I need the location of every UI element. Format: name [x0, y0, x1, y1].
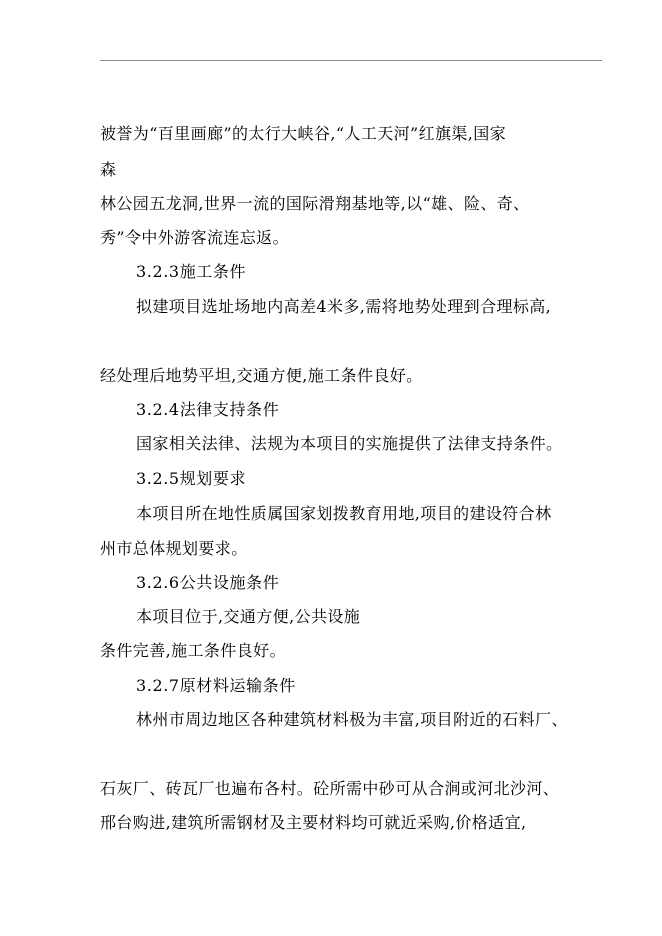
header-rule: [100, 60, 602, 61]
section-heading-3-2-6: 3.2.6公共设施条件: [136, 573, 280, 592]
body-line: 林州市周边地区各种建筑材料极为丰富,项目附近的石料厂、: [136, 710, 568, 729]
section-heading-3-2-7: 3.2.7原材料运输条件: [136, 676, 296, 695]
body-line: 林公园五龙洞,世界一流的国际滑翔基地等,以“雄、险、奇、: [100, 194, 530, 213]
body-line: 石灰厂、砖瓦厂也遍布各村。砼所需中砂可从合涧或河北沙河、: [100, 779, 560, 798]
body-line: 本项目位于,交通方便,公共设施: [136, 607, 361, 626]
body-line: 邢台购进,建筑所需钢材及主要材料均可就近采购,价格适宜,: [100, 813, 527, 832]
section-heading-3-2-3: 3.2.3施工条件: [136, 262, 247, 281]
body-line: 条件完善,施工条件良好。: [100, 641, 286, 660]
body-line: 秀”令中外游客流连忘返。: [100, 228, 289, 247]
body-line: 州市总体规划要求。: [100, 539, 248, 558]
body-line: 经处理后地势平坦,交通方便,施工条件良好。: [100, 366, 423, 385]
body-line: 森: [100, 160, 117, 179]
section-heading-3-2-4: 3.2.4法律支持条件: [136, 400, 280, 419]
body-line: 被誉为“百里画廊”的太行大峡谷,“人工天河”红旗渠,国家: [100, 124, 507, 143]
body-line: 国家相关法律、法规为本项目的实施提供了法律支持条件。: [136, 434, 563, 453]
body-line: 拟建项目选址场地内高差4米多,需将地势处理到合理标高,: [136, 297, 552, 316]
section-heading-3-2-5: 3.2.5规划要求: [136, 469, 247, 488]
body-line: 本项目所在地性质属国家划拨教育用地,项目的建设符合林: [136, 504, 552, 523]
